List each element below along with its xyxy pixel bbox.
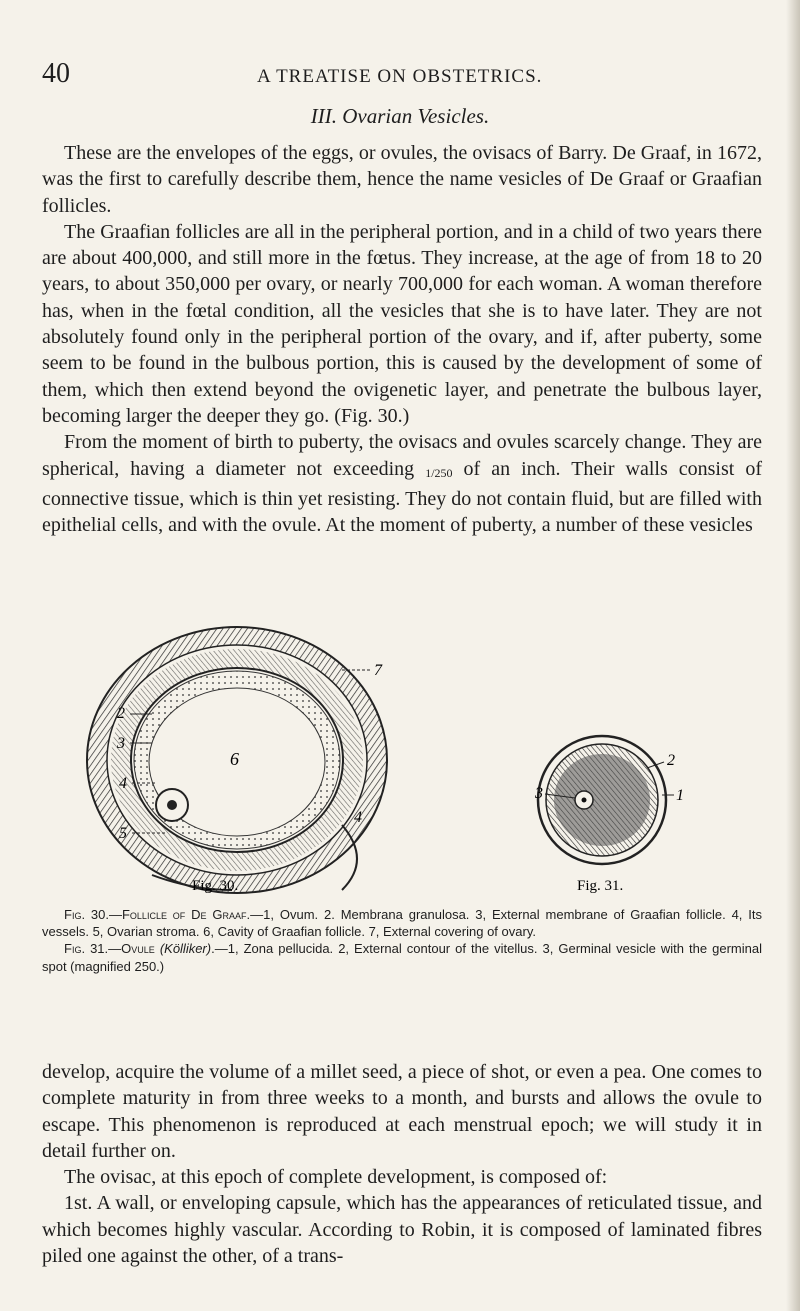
caption-fig30 (42, 906, 762, 940)
page-header (42, 58, 762, 92)
paragraph-part: of an inch. Their walls consist of connective tissue, which is thin yet resisting. They do not contain fluid, but are filled with epithelial cells, and with the ovule. At the moment of puberty, a number of these vesicles (42, 457, 762, 537)
fig30-label: Fig. 30. (192, 878, 239, 894)
follicle-illustration (42, 590, 762, 900)
figures-block (42, 590, 762, 900)
fig31-callout-2: 2 (667, 752, 675, 769)
paragraph: The Graafian follicles are all in the peripheral portion, and in a child of two years there are about 400,000, and still more in the fœtus. They increase, at the age of from 18 to 20 years, to about 350,000 per ovary, or nearly 700,000 for each woman. A woman therefore has, when in the fœtal condition, all the vesicles that she is to have later. They are not absolutely found only in the peripheral portion of the ovary, and if, after puberty, some seem to be found in the bulbous portion, this is caused by the development of some of them, which then extend beyond the ovigenetic layer, and penetrate the bulbous layer, becoming larger the deeper they go. (Fig. 30.) (42, 220, 762, 427)
callout-7: 7 (374, 662, 382, 679)
callout-3: 3 (117, 735, 125, 752)
caption-text: .—1, Zona pellucida. 2, External contour of the vitellus. 3, Germinal vesicle with the germinal spot (magnified 250.) (42, 941, 762, 974)
page-number: 40 (42, 58, 70, 89)
fig31-callout-1: 1 (676, 787, 684, 804)
callout-4: 4 (119, 775, 127, 792)
body-text-bottom (42, 1059, 762, 1269)
callout-6: 6 (230, 749, 239, 769)
caption-lead: Fig. 31.—Ovule (64, 941, 155, 957)
paragraph: 1st. A wall, or enveloping capsule, which has the appearances of reticulated tissue, and which becomes highly vascular. According to Robin, it is composed of laminated fibres piled one against the other, of a trans- (42, 1192, 762, 1268)
caption-fig31 (42, 940, 762, 974)
fraction: 1/250 (425, 465, 453, 480)
paragraph (42, 429, 762, 538)
callout-2: 2 (117, 705, 125, 722)
paragraph: develop, acquire the volume of a millet seed, a piece of shot, or even a pea. One comes to complete maturity in from three weeks to a month, and bursts and allows the ovule to escape. This phenomenon is reproduced at each menstrual epoch; we will study it in detail further on. (42, 1061, 762, 1162)
page-edge-shadow (786, 0, 800, 1311)
caption-author: (Kölliker) (159, 941, 212, 957)
paragraph-part: From the moment of birth to puberty, the ovisacs and ovules scarcely change. They are spherical, having a diameter not exceeding (42, 431, 762, 480)
callout-4b: 4 (354, 809, 362, 826)
running-head: A TREATISE ON OBSTETRICS. (257, 66, 543, 87)
callout-5: 5 (119, 825, 127, 842)
section-title (0, 104, 800, 129)
figure-captions (42, 906, 762, 975)
paragraph: The ovisac, at this epoch of complete development, is composed of: (64, 1166, 608, 1189)
paragraph: These are the envelopes of the eggs, or ovules, the ovisacs of Barry. De Graaf, in 1672, was the first to carefully describe them, hence the name vesicles of De Graaf or Graafian follicles. (42, 142, 762, 217)
caption-text: —1, Ovum. 2. Membrana granulosa. 3, External membrane of Graafian follicle. 4, Its vessels. 5, Ovarian stroma. 6, Cavity of Graafian follicle. 7, External covering of ovary. (42, 907, 762, 940)
section-title-text: III. Ovarian Vesicles. (310, 104, 490, 128)
body-text-top (42, 140, 762, 538)
caption-lead: Fig. 30.—Follicle of De Graaf. (64, 907, 251, 922)
fig31-callout-3: 3 (535, 785, 543, 802)
fig31-label: Fig. 31. (577, 878, 624, 894)
